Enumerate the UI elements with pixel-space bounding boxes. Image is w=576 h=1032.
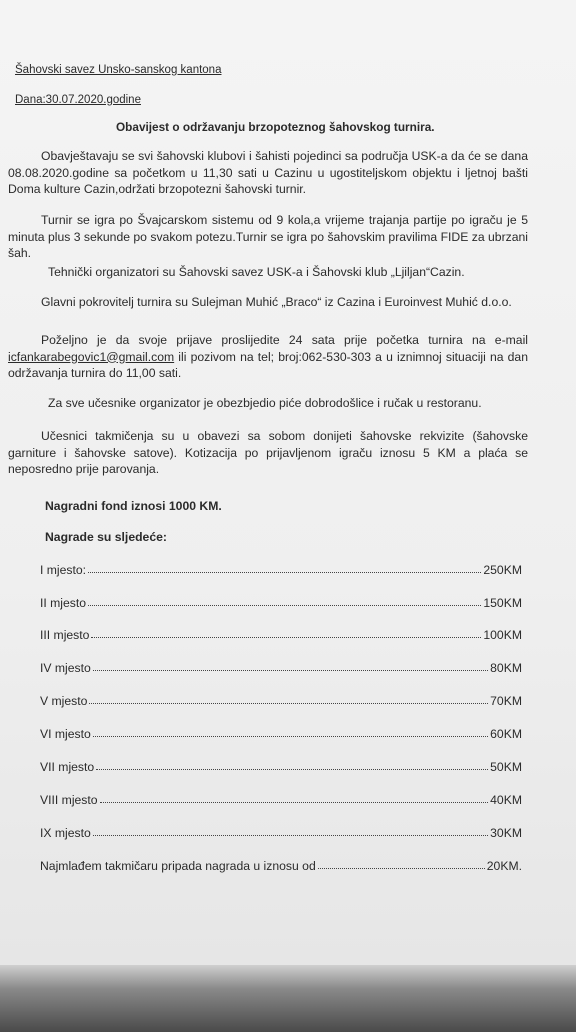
dot-leader <box>93 834 488 836</box>
prize-row-6 <box>40 725 522 741</box>
dot-leader <box>93 735 488 737</box>
dot-leader <box>89 702 488 704</box>
prize-row-8 <box>40 791 522 807</box>
document-date: Dana:30.07.2020.godine <box>15 94 141 106</box>
dot-leader <box>88 604 481 606</box>
dot-leader <box>96 768 488 770</box>
prize-row-3 <box>40 626 522 642</box>
prize-place: I mjesto: <box>40 563 87 577</box>
prize-row-5 <box>40 692 522 708</box>
paragraph-rules: Turnir se igra po Švajcarskom sistemu od 9 kola,a vrijeme trajanja partije po igraču je 5 minuta plus 3 sekunde po svakom potezu.Turnir se igra po šahovskim pravilima FIDE za ubrzani šah. <box>8 213 528 260</box>
paragraph-registration <box>8 332 528 382</box>
paragraph-refreshments: Za sve učesnike organizator je obezbjedio piće dobrodošlice i ručak u restoranu. <box>48 396 482 410</box>
prize-amount: 250KM <box>483 563 522 577</box>
organization-header: Šahovski savez Unsko-sanskog kantona <box>15 64 222 76</box>
prize-amount: 50KM <box>490 760 522 774</box>
prize-place: V mjesto <box>40 694 88 708</box>
prize-place: Najmlađem takmičaru pripada nagrada u iznosu od <box>40 859 316 873</box>
prize-amount: 100KM <box>483 628 522 642</box>
prize-row-2 <box>40 594 522 610</box>
prize-place: IV mjesto <box>40 661 91 675</box>
prize-fund: Nagradni fond iznosi 1000 KM. <box>45 499 222 513</box>
document-title: Obavijest o održavanju brzopoteznog šahovskog turnira. <box>116 120 435 134</box>
email-link[interactable]: icfankarabegovic1@gmail.com <box>8 349 175 364</box>
paragraph-sponsor: Glavni pokrovitelj turnira su Sulejman Muhić „Braco“ iz Cazina i Euroinvest Muhić d.o.o. <box>41 295 512 309</box>
registration-text-start: Poželjno je da svoje prijave proslijedite 24 sata prije početka turnira na e-mail <box>41 333 528 347</box>
prize-amount: 30KM <box>490 826 522 840</box>
prize-amount: 40KM <box>490 793 522 807</box>
prize-place: IX mjesto <box>40 826 91 840</box>
prize-row-4 <box>40 659 522 675</box>
paragraph-requirements: Učesnici takmičenja su u obavezi sa sobom donijeti šahovske rekvizite (šahovske garniture i šahovske satove). Kotizacija po prijavljenom igraču iznosu 5 KM a plaća se neposredno prije parovanja. <box>8 429 528 476</box>
prize-amount: 70KM <box>490 694 522 708</box>
prize-row-youngest <box>40 857 522 873</box>
paragraph-announcement: Obavještavaju se svi šahovski klubovi i šahisti pojedinci sa područja USK-a da će se dana 08.08.2020.godine sa početkom u 11,30 sati u Cazinu u ugostiteljskom objektu i ljetnoj bašti Doma kulture Cazin,održati brzopotezni šahovski turnir. <box>8 149 528 196</box>
prize-place: II mjesto <box>40 596 87 610</box>
prize-amount: 60KM <box>490 727 522 741</box>
prizes-heading: Nagrade su sljedeće: <box>45 530 167 544</box>
paragraph-organizers: Tehnički organizatori su Šahovski savez USK-a i Šahovski klub „Ljiljan“Cazin. <box>48 265 465 279</box>
dot-leader <box>91 636 481 638</box>
dot-leader <box>100 801 489 803</box>
prize-row-9 <box>40 824 522 840</box>
prize-place: III mjesto <box>40 628 90 642</box>
prize-row-1 <box>40 561 522 577</box>
table-shadow <box>0 965 576 1032</box>
dot-leader <box>318 867 485 869</box>
prize-place: VIII mjesto <box>40 793 98 807</box>
prize-place: VI mjesto <box>40 727 91 741</box>
prize-amount: 20KM. <box>486 859 522 873</box>
dot-leader <box>88 571 481 573</box>
prize-place: VII mjesto <box>40 760 95 774</box>
dot-leader <box>93 669 488 671</box>
prize-amount: 150KM <box>483 596 522 610</box>
prize-amount: 80KM <box>490 661 522 675</box>
prize-row-7 <box>40 758 522 774</box>
registration-text-end: ili pozivom na tel; broj:062-530-303 a u iznimnoj situaciji na dan održavanja turnira do 11,00 sati. <box>8 349 528 380</box>
